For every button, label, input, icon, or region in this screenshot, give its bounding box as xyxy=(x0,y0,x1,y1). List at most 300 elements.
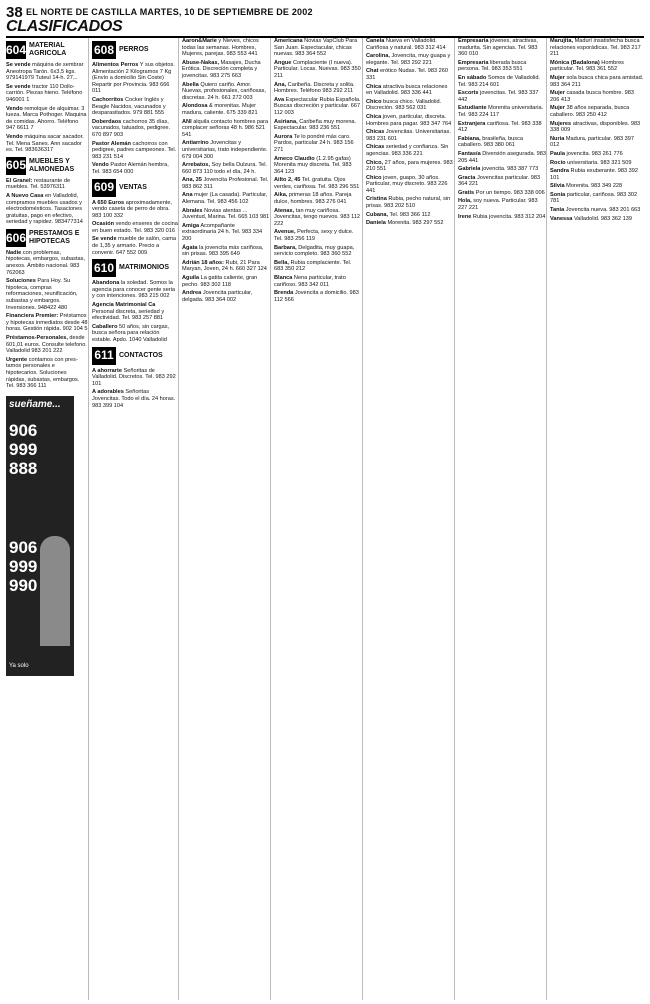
promo-title: sueñame... xyxy=(9,398,61,410)
promo-phone-number: 999 xyxy=(9,556,38,576)
ad-lead: Mónica (Badalona) xyxy=(550,59,600,66)
column-4 xyxy=(270,38,362,1000)
promo-phone-number: 990 xyxy=(9,575,38,595)
ad-lead: En sábado xyxy=(458,74,487,81)
classified-ad xyxy=(550,151,644,158)
ad-lead: Mujer xyxy=(550,90,565,97)
ad-lead: Ocasión xyxy=(92,221,115,228)
ad-lead: Atenas, xyxy=(274,207,295,214)
ad-lead: Aguila xyxy=(182,275,200,281)
ad-text: jovencitas. Tel. 983 337 442 xyxy=(458,90,539,103)
ad-lead: Tania xyxy=(550,207,565,214)
ad-lead: Hola, xyxy=(458,198,472,205)
ad-lead: Daniela xyxy=(366,220,386,227)
ad-lead: Mujeres xyxy=(550,120,572,127)
ad-text: Te lo pondré más caro. Pardos, particular 24 h. 983 156 271 xyxy=(274,133,354,153)
ad-lead: Gracia xyxy=(458,174,476,181)
ad-lead: Se vende xyxy=(6,83,31,90)
ad-text: Masajes, Ducha Erótica. Discreción completa y jovencitas. 983 275 663 xyxy=(182,59,261,79)
model-photo xyxy=(40,536,70,646)
category-name: PRESTAMOS E HIPOTECAS xyxy=(29,229,80,245)
ad-text: restaurante de muebles. Tel. 53976311 xyxy=(6,177,71,191)
ad-text: tan muy cariñosa. Jovencitas, tengo nuevos. 983 112 222 xyxy=(274,207,361,227)
ad-text: tractor 110 Dollo- carrión. Piezas hieno. Teléfono 946001 1 xyxy=(6,83,83,103)
ad-lead: Escorts xyxy=(458,90,479,97)
masthead: EL NORTE DE CASTILLA MARTES, 10 DE SEPTIEMBRE DE 2002 xyxy=(26,7,313,17)
ad-lead: Americana xyxy=(274,38,303,44)
section-title: CLASIFICADOS xyxy=(6,18,123,35)
classified-ad xyxy=(458,105,546,118)
ad-lead: Paula xyxy=(550,150,565,157)
classified-ad xyxy=(550,60,644,73)
ad-lead: Alondosa xyxy=(182,103,208,110)
ad-lead: Mujer xyxy=(550,74,565,81)
classified-ad xyxy=(550,90,644,103)
ad-text: La gatita caliente, gran pecho. 983 302 118 xyxy=(182,275,258,288)
classified-ad xyxy=(92,389,178,409)
ad-text: Señoritas Jovencitas. Todo el día. 24 horas. 983 399 104 xyxy=(92,389,176,409)
classified-ad xyxy=(182,177,270,190)
ad-lead: A ahorrarte xyxy=(92,367,122,374)
ad-text: joven, particular, discreta. Hombres para pagar. 983 347 764 xyxy=(366,113,452,127)
ad-text: la jovencita más cariñosa, sin prisas. 983 395 649 xyxy=(182,244,264,258)
ad-text: joven, guapo, 30 años. Particular, muy discreto. 983 226 441 xyxy=(366,174,448,194)
ad-text: mujer (La casada). Particular, Alemana. Tel. 983 456 102 xyxy=(182,192,268,206)
classified-ad xyxy=(182,103,270,116)
ad-lead: Gratis xyxy=(458,189,475,196)
ad-lead: Ava xyxy=(274,96,285,103)
ad-text: universitaria. 983 321 509 xyxy=(565,159,632,166)
ad-lead: Financiera Premier: xyxy=(6,313,59,320)
ad-text: jovencita. 983 387 773 xyxy=(480,166,539,173)
ad-text: alquila contacto hombres para complacer señoras 48 h. 986 521 541 xyxy=(182,118,269,138)
ad-lead: Barbara, xyxy=(274,244,297,251)
classified-ad xyxy=(366,114,454,127)
ad-lead: Andrea xyxy=(182,290,202,297)
category-name: VENTAS xyxy=(119,183,147,191)
ad-lead: Caballero xyxy=(92,323,118,330)
classified-ad xyxy=(92,141,178,161)
ad-lead: Vendo xyxy=(6,133,23,140)
category-header xyxy=(6,229,88,247)
classified-ad xyxy=(274,192,362,205)
ad-lead: Ana, 35 xyxy=(182,177,202,184)
classified-ad xyxy=(182,162,270,175)
ad-text: erótico Nudas. Tel. 983 260 331 xyxy=(366,68,448,81)
category-name: MUEBLES Y ALMONEDAS xyxy=(29,157,75,173)
ad-text: Jovencitas particular. 983 364 221 xyxy=(458,174,541,188)
classified-ad xyxy=(6,134,88,154)
ad-text: Nena particular, trato cariñoso. 983 342 011 xyxy=(274,275,346,288)
ad-lead: Chico, xyxy=(366,159,384,166)
ad-lead: El Granel: xyxy=(6,177,33,184)
classified-ad xyxy=(366,99,454,112)
ad-text: Rubia jovencita. 983 312 204 xyxy=(471,213,546,220)
ad-text: atractiva busca relaciones en Valladolid. 983 336 441 xyxy=(366,83,448,97)
ad-text: Jovencita Profesional. Tel. 983 862 311 xyxy=(182,177,269,190)
category-header xyxy=(92,347,178,365)
classified-ad xyxy=(550,216,644,223)
ad-lead: Abuse-Nakas, xyxy=(182,59,219,66)
ad-text: atractivas, disponibles. 983 338 009 xyxy=(550,120,641,134)
ad-lead: Avenue, xyxy=(274,229,296,236)
ad-lead: Brenda xyxy=(274,290,294,297)
ad-text: cachorros con pedigree, padres campeones. Tel. 983 231 514 xyxy=(92,140,177,160)
ad-lead: Doberdaos xyxy=(92,118,122,125)
ad-lead: Empresaria xyxy=(458,59,489,66)
ad-lead: Cristina xyxy=(366,196,387,203)
ad-lead: A 650 Euros xyxy=(92,199,125,206)
phone-line-advert xyxy=(6,396,74,676)
ad-text: Rubia, pecho natural, sin prisas. 983 202 510 xyxy=(366,196,451,210)
ad-lead: ANI xyxy=(182,118,192,125)
ad-text: máquina sacar sacador. Tel. Mena Sanes. Ann sacador es. Tel. 983636317 xyxy=(6,133,84,154)
ad-text: Diversión asegurada. 983 205 441 xyxy=(458,150,546,164)
category-name: PERROS xyxy=(119,46,149,53)
classified-ad xyxy=(6,62,88,82)
ad-lead: Vanessa xyxy=(550,215,573,222)
classified-ad xyxy=(458,166,546,173)
classified-ad xyxy=(366,129,454,142)
ad-lead: Asiriana, xyxy=(274,118,298,125)
ad-lead: Nuria xyxy=(550,135,565,142)
ad-lead: Ágata xyxy=(182,244,198,251)
classified-ad xyxy=(274,60,362,80)
ad-text: y Nieves, chicos todas las semanas. Hombres, Mujeres, parejas. 983 553 441 xyxy=(182,38,259,58)
classified-ad xyxy=(366,160,454,173)
ad-text: Para Hoy. Su hipoteca, compras reformaciones, reunificación, subastas y embargos. Inversiones. 948422 480 xyxy=(6,278,78,311)
ad-lead: Pastor Alemán xyxy=(92,140,131,147)
ad-text: Cocker Inglés y Beagle Nacidos, vacunados y desparasitados. 979 881 555 xyxy=(92,96,166,117)
classified-ad xyxy=(550,121,644,134)
ad-lead: Canela xyxy=(366,38,385,44)
classified-ad xyxy=(6,250,88,276)
ad-text: Morenita universitaria. Tel. 983 224 117 xyxy=(458,105,544,118)
classified-ad xyxy=(274,208,362,228)
ad-lead: Sandra xyxy=(550,168,569,175)
category-name: MATERIAL AGRICOLA xyxy=(29,42,67,57)
ad-lead: Bella, xyxy=(274,259,289,266)
ad-text: Y sus objetos. Alimentación 2 Kilogramos 7 Kg (Envío a domicilio Sin Coste) Repartir por Provincia. 983 666 011 xyxy=(92,62,175,95)
category-header xyxy=(92,179,178,197)
classified-ad xyxy=(274,38,362,58)
ad-text: desde 601,01 euros. Consulte telefono. Valladolid 983 201 222 xyxy=(6,335,87,355)
ad-text: Tel. gratuita. Ojos verdes, cariñosa. Tel. 983 296 551 xyxy=(274,177,360,190)
ad-text: Rubia exuberante. 983 392 101 xyxy=(550,168,639,181)
ad-lead: Ana xyxy=(182,192,193,199)
ad-text: 27 años, para mujeres. 983 210 551 xyxy=(366,159,453,173)
ad-text: cariñosa. Tel. 983 338 412 xyxy=(458,120,542,134)
promo-footer: Ya solo xyxy=(9,663,29,670)
ad-lead: Cachorritos xyxy=(92,96,124,103)
ad-text: la soledad. Somos la agencia para conocer gente seria y con intenciones. 983 215 002 xyxy=(92,280,176,300)
ad-text: Quiero cariño. Amor. Nuevas, profesionales, cariñosas, discretas. 24 h. 661 272 003 xyxy=(182,81,266,101)
classified-ad xyxy=(92,280,178,300)
classified-ad xyxy=(366,144,454,157)
ad-lead: Chicas xyxy=(366,144,385,151)
classified-ad xyxy=(274,290,362,303)
ad-lead: Ailto 2, 45 xyxy=(274,177,301,184)
category-number: 610 xyxy=(92,259,116,277)
classified-ad xyxy=(458,38,546,58)
ad-text: Espectacular Rubia Española. Buscas discreción y particular. 667 112 003 xyxy=(274,96,361,116)
ad-lead: Marujita, xyxy=(550,38,574,44)
classified-ad xyxy=(458,214,546,221)
ad-text: cachorros 35 días, vacunados, tatuados, pedigree. 670 897 903 xyxy=(92,118,171,138)
ad-text: máquina de sembrar Aneotropa Tarón. 6x3,5 kgs. 979141979 Tuteul 14-h. 27... xyxy=(6,62,84,82)
classified-ad xyxy=(366,212,454,219)
classified-ad xyxy=(182,290,270,303)
classified-ad xyxy=(458,90,546,103)
ad-lead: Urgente xyxy=(6,356,28,363)
classified-ad xyxy=(458,198,546,211)
classified-ad xyxy=(550,105,644,118)
ad-lead: Aika, xyxy=(274,192,288,199)
ad-text: soy nueva. Particular. 983 227 221 xyxy=(458,198,538,212)
classified-ad xyxy=(366,175,454,195)
column-2 xyxy=(88,38,178,1000)
ad-text: Nueva en Valladolid. Cariñosa y natural. 983 312 414 xyxy=(366,38,446,51)
ad-text: casada busca hombre. 983 206 413 xyxy=(550,90,634,103)
category-number: 606 xyxy=(6,229,26,247)
ad-lead: Carolina, xyxy=(366,53,390,60)
ad-lead: Irene xyxy=(458,213,472,220)
ad-text: Delgadita, muy guapa, servicio completo. 983 360 552 xyxy=(274,244,355,258)
classified-ad xyxy=(6,106,88,132)
classified-ad xyxy=(550,75,644,88)
ad-text: Madura, particular. 983 397 012 xyxy=(550,135,634,149)
ad-lead: Vendo xyxy=(92,162,109,169)
ad-text: (1.2.95 gafas) Morenita muy discreta. Tel. 983 364 123 xyxy=(274,155,352,175)
ad-text: Caribeña. Discreta y solita. Hombres. Teléfono 983 292 211 xyxy=(274,81,355,95)
classified-ad xyxy=(550,207,644,214)
classified-ad xyxy=(274,260,362,273)
classified-ad xyxy=(182,208,270,221)
classified-ad xyxy=(274,134,362,154)
ad-text: seriedad y confianza. Sin agencias. 983 336 221 xyxy=(366,144,449,157)
ad-lead: Abandona xyxy=(92,280,120,287)
classified-ad xyxy=(92,200,178,220)
ad-lead: Rocío xyxy=(550,159,566,166)
ad-text: Madurí insatisfecha busca relaciones esporádicas. Tel. 983 217 211 xyxy=(550,38,641,58)
promo-phone-number: 906 xyxy=(9,537,38,557)
ad-lead: Chico xyxy=(366,98,382,105)
classified-ad xyxy=(274,82,362,95)
classified-ad xyxy=(6,357,88,390)
ad-text: sola busca chica para amistad. 983 364 211 xyxy=(550,74,644,88)
ad-lead: Se vende xyxy=(6,62,31,68)
classified-ad xyxy=(458,60,546,73)
classified-ad xyxy=(92,221,178,234)
classified-ad xyxy=(550,192,644,205)
ad-text: Jovencita particular, delgada. 983 364 002 xyxy=(182,290,253,303)
classified-ad xyxy=(274,245,362,258)
ad-lead: Cubana, xyxy=(366,211,389,218)
ad-lead: Estudiante xyxy=(458,105,487,112)
ad-text: brasileña, busca caballero. 983 380 061 xyxy=(458,135,523,149)
classified-ad xyxy=(6,278,88,311)
ad-text: 50 años, sin cargas, busca señora para relación estable. Apdo. 1040 Valladolid xyxy=(92,323,170,343)
ad-text: Morenita. 983 297 552 xyxy=(385,220,444,227)
ad-text: particular, cariñosa. 983 302 781 xyxy=(550,191,638,205)
classified-ad xyxy=(92,119,178,139)
ad-lead: Angue xyxy=(274,59,292,66)
classified-ad xyxy=(366,68,454,81)
classified-ad xyxy=(550,183,644,190)
category-number: 609 xyxy=(92,179,116,197)
ad-text: Por un tiempo. 983 338 006 xyxy=(474,189,545,196)
ad-text: Novias VapClub Para San Juan. Espectacular, chicas nuevas. 983 364 552 xyxy=(274,38,358,58)
ad-lead: Fantasía xyxy=(458,150,481,157)
page-header xyxy=(6,4,644,34)
classified-ad xyxy=(92,368,178,388)
ad-text: Jovencitas. Universitarias. 983 231 601 xyxy=(366,129,451,142)
classified-ad xyxy=(274,229,362,242)
classified-ad xyxy=(182,119,270,139)
classified-ad xyxy=(182,60,270,80)
ad-text: Señoritas de Valladolid. Discretos. Tel. 983 292 101 xyxy=(92,367,176,387)
classified-ad xyxy=(92,302,178,322)
classified-ad xyxy=(550,168,644,181)
ad-lead: Abella xyxy=(182,81,199,88)
ad-lead: Aaron&Marie xyxy=(182,38,217,44)
ad-text: Complaciente (I nueva). Particular. Locas. Nuevas. 983 350 211 xyxy=(274,59,361,79)
classified-ad xyxy=(92,324,178,344)
ad-text: Jovencita a domicilio. 983 112 566 xyxy=(274,290,359,303)
ad-lead: Amiga xyxy=(182,222,200,229)
column-5 xyxy=(362,38,454,1000)
ad-lead: Chat xyxy=(366,68,379,75)
classified-ad xyxy=(182,223,270,243)
classified-ad xyxy=(92,236,178,256)
ad-text: Pastor Alemán hembra, Tel. 983 654 000 xyxy=(92,162,169,175)
classified-ad xyxy=(274,97,362,117)
classifieds-columns xyxy=(6,38,644,1000)
ad-text: Morenita. 983 349 228 xyxy=(564,183,623,190)
category-number: 608 xyxy=(92,41,116,59)
ad-text: Perfecta, sexy y dulce. Tel. 983 256 119 xyxy=(274,229,354,243)
classified-ad xyxy=(182,275,270,288)
ad-text: en Valladolid, compramos muebles usados y electrodomésticos. Tasaciones gratuitas, pago en efectivo, seriedad y rapidez. 983477314 xyxy=(6,192,83,226)
classified-ad xyxy=(458,151,546,164)
ad-lead: Ameco Claudio xyxy=(274,155,315,162)
ad-lead: Extranjera xyxy=(458,120,486,127)
category-header xyxy=(92,259,178,277)
classified-ad xyxy=(6,335,88,355)
ad-lead: Chica xyxy=(366,83,382,90)
classified-ad xyxy=(92,162,178,175)
classified-ad xyxy=(182,192,270,205)
ad-lead: Sonia xyxy=(550,191,566,198)
classified-ad xyxy=(6,84,88,104)
ad-text: remolque de alquimar. 3 lueza. Marca Pothoger. Maquina de comidas. Ahorro. Teléfono 947 6611 7 xyxy=(6,105,87,132)
classified-ad xyxy=(366,53,454,66)
ad-text: Caribeña muy morena. Espectacular. 983 236 551 xyxy=(274,118,357,132)
classified-ad xyxy=(6,178,88,191)
column-7 xyxy=(546,38,644,1000)
ad-text: & morenitas. Mujer madura, caliente. 675 339 821 xyxy=(182,103,258,116)
ad-text: Jovencitas y universitarias, trato independiente. 679 004 300 xyxy=(182,140,268,160)
ad-text: jovencita. 983 261 776 xyxy=(564,150,623,157)
ad-lead: Mujer xyxy=(550,105,565,112)
ad-lead: A adorables xyxy=(92,389,124,396)
classified-ad xyxy=(550,160,644,167)
column-6 xyxy=(454,38,546,1000)
classified-ad xyxy=(458,121,546,134)
promo-phone-number: 999 xyxy=(9,439,38,459)
ad-lead: Gabriela xyxy=(458,166,481,173)
ad-text: Jovencita nueva. 983 201 663 xyxy=(564,207,641,214)
ad-text: jóvenes, atractivas, madurita. Sin agencias. Tel. 983 360 010 xyxy=(458,38,538,58)
page-number: 38 xyxy=(6,4,23,21)
classified-ad xyxy=(274,156,362,176)
classified-ad xyxy=(458,175,546,188)
classified-ad xyxy=(366,84,454,97)
ad-lead: Arrebatos, xyxy=(182,162,210,169)
promo-phone-number: 906 xyxy=(9,420,38,440)
ad-text: Hombres particular. Tel. 983 361 552 xyxy=(550,59,624,73)
ad-text: Tel. 983 366 112 xyxy=(388,211,431,218)
ad-text: vendo enseres de cocina en buen estado. Tel. 983 320 016 xyxy=(92,221,178,234)
ad-lead: A Nuevo Casa xyxy=(6,192,44,199)
category-name: MATRIMONIOS xyxy=(119,264,170,272)
ad-text: aproximadamente, vendo caseta de perro de obra. 983 100 332 xyxy=(92,199,173,219)
ad-text: Soy bella Dulzura. Tel. 660 873 110 todo el día, 24 h. xyxy=(182,162,268,175)
ad-lead: Blanca xyxy=(274,275,293,281)
classified-ad xyxy=(182,38,270,58)
ad-lead: Vendo xyxy=(6,105,23,112)
category-number: 605 xyxy=(6,157,26,175)
ad-lead: Agencia Matrimonial Ca xyxy=(92,302,156,309)
classified-ad xyxy=(274,275,362,288)
ad-lead: Antiarrino xyxy=(182,140,209,147)
ad-lead: Abrales xyxy=(182,207,203,214)
ad-text: Novias atentas ... Juventud, Marina. Tel. 665 103 981 xyxy=(182,207,270,221)
classified-ad xyxy=(182,245,270,258)
column-3 xyxy=(178,38,270,1000)
ad-lead: Chicas xyxy=(366,129,385,136)
ad-text: primeras 18 años. Pareja dulce, hombres. 983 276 041 xyxy=(274,192,352,206)
ad-text: Personal discreta, seriedad y efectividad. Tel. 983 257 881 xyxy=(92,308,165,322)
category-number: 604 xyxy=(6,41,26,59)
classified-ad xyxy=(92,62,178,95)
classified-ad xyxy=(458,136,546,149)
classified-ad xyxy=(366,220,454,227)
column-1 xyxy=(6,38,88,1000)
ad-lead: Fabiana, xyxy=(458,135,481,142)
ad-lead: Soluciones xyxy=(6,278,36,285)
ad-text: Rubia complaciente. Tel. 683 350 212 xyxy=(274,259,352,273)
ad-lead: Adrián 18 años: xyxy=(182,259,224,266)
classified-ad xyxy=(182,140,270,160)
ad-text: Rubi, 21 Para Maryan, Joven, 24 h. 660 327 124 xyxy=(182,259,267,273)
classified-ad xyxy=(366,196,454,209)
ad-text: Préstamos y hipotecas inmediatos desde 48 horas. Gestión rápida. 902 104 5 xyxy=(6,313,88,333)
classified-ad xyxy=(182,82,270,102)
ad-text: Somos de Valladolid. Tel. 983 214 601 xyxy=(458,74,540,88)
category-header xyxy=(6,41,88,59)
ad-lead: Chica xyxy=(366,113,382,120)
classified-ad xyxy=(6,193,88,226)
ad-text: contamos con pres- tamos personales e hipotecarios. Soluciones rápidas, subastas, embargos. Tel. 983 366 111 xyxy=(6,356,80,390)
ad-lead: Empresaria xyxy=(458,38,489,44)
ad-text: Acompañante extraordinaria 24 h. Tel. 983 334 200 xyxy=(182,222,263,243)
ad-lead: Alimentos Perros xyxy=(92,62,139,68)
classified-ad xyxy=(274,119,362,132)
classified-ad xyxy=(458,75,546,88)
ad-lead: Ana, xyxy=(274,81,287,88)
ad-text: liberada busca persona. Tel. 983 353 551 xyxy=(458,59,527,73)
